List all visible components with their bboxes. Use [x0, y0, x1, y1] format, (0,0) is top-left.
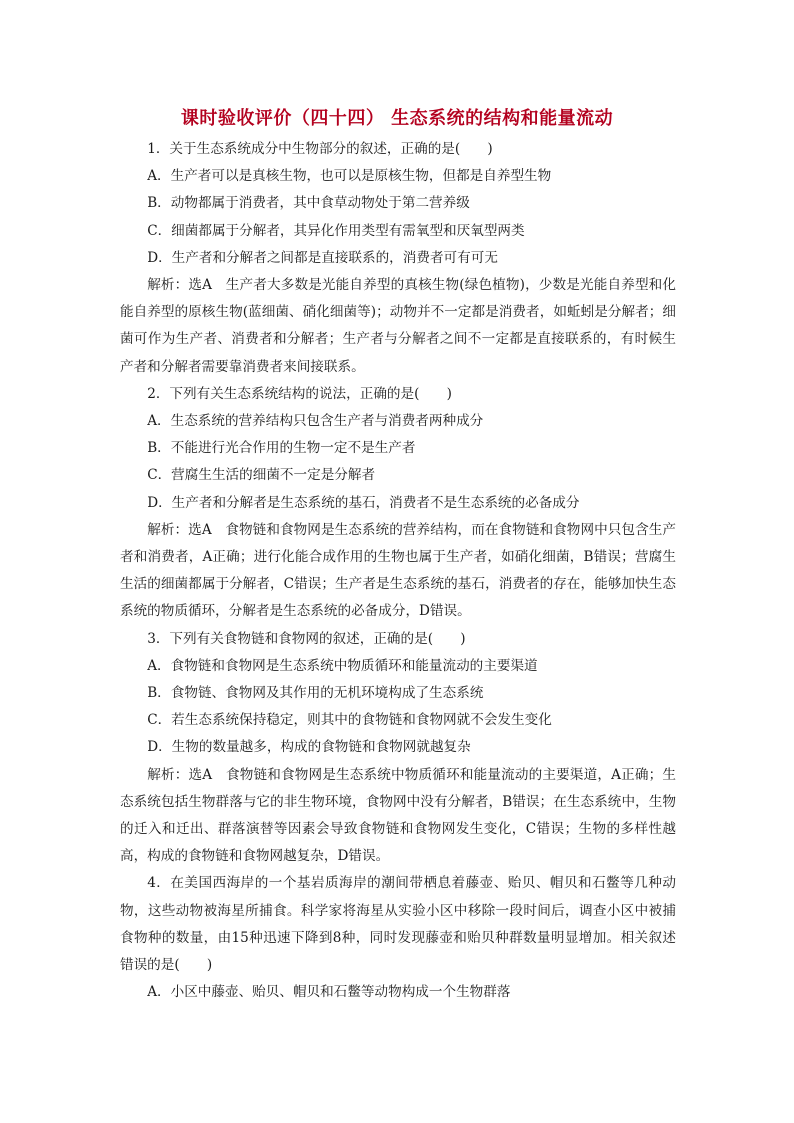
question-3-option-c: C．若生态系统保持稳定，则其中的食物链和食物网就不会发生变化: [147, 712, 552, 729]
page-title: 课时验收评价（四十四） 生态系统的结构和能量流动: [180, 108, 614, 129]
question-1-option-c: C．细菌都属于分解者，其异化作用类型有需氧型和厌氧型两类: [147, 222, 525, 239]
document-body: [120, 136, 676, 1007]
question-1-option-d: D．生产者和分解者之间都是直接联系的，消费者可有可无: [147, 249, 498, 266]
question-3-option-d: D．生物的数量越多，构成的食物链和食物网就越复杂: [147, 739, 471, 756]
question-3-option-a: A．食物链和食物网是生态系统中物质循环和能量流动的主要渠道: [147, 657, 538, 674]
question-2-option-a: A．生态系统的营养结构只包含生产者与消费者两种成分: [147, 413, 484, 430]
question-3-stem: 3．下列有关食物链和食物网的叙述，正确的是( ): [147, 630, 466, 647]
question-1-stem: 1．关于生态系统成分中生物部分的叙述，正确的是( ): [147, 141, 493, 157]
question-3-option-b: B．食物链、食物网及其作用的无机环境构成了生态系统: [147, 685, 484, 702]
question-4-option-a: A．小区中藤壶、贻贝、帽贝和石鳖等动物构成一个生物群落: [147, 984, 511, 1001]
question-2-stem: 2．下列有关生态系统结构的说法，正确的是( ): [147, 385, 452, 402]
question-1-option-b: B．动物都属于消费者，其中食草动物处于第二营养级: [147, 195, 470, 212]
question-2-option-b: B．不能进行光合作用的生物一定不是生产者: [147, 440, 416, 457]
question-1-option-a: A．生产者可以是真核生物，也可以是原核生物，但都是自养型生物: [147, 168, 552, 185]
question-2-option-d: D．生产者和分解者是生态系统的基石，消费者不是生态系统的必备成分: [147, 494, 580, 511]
question-1-analysis: 解析：选A 生产者大多数是光能自养型的真核生物(绿色植物)，少数是光能自养型和化能自养型的原核生物(蓝细菌、硝化细菌等)；动物并不一定都是消费者，如蚯蚓是分解者；细菌可作为生产者、消费者和分解者；生产者与分解者之间不一定都是直接联系的，有时候生产者和分解者需要靠消费者来间接联系。: [120, 277, 676, 375]
question-3-analysis: 解析：选A 食物链和食物网是生态系统中物质循环和能量流动的主要渠道，A正确；生态系统包括生物群落与它的非生物环境，食物网中没有分解者，B错误；在生态系统中，生物的迁入和迁出、群落演替等因素会导致食物链和食物网发生变化，C错误；生物的多样性越高，构成的食物链和食物网越复杂，D错误。: [120, 766, 676, 865]
question-2-option-c: C．营腐生生活的细菌不一定是分解者: [147, 467, 376, 484]
question-4-stem: 4．在美国西海岸的一个基岩质海岸的潮间带栖息着藤壶、贻贝、帽贝和石鳖等几种动物，这些动物被海星所捕食。科学家将海星从实验小区中移除一段时间后，调查小区中被捕食物种的数量，由15种迅速下降到8种，同时发现藤壶和贻贝种群数量明显增加。相关叙述错误的是( ): [120, 875, 676, 974]
question-2-analysis: 解析：选A 食物链和食物网是生态系统的营养结构，而在食物链和食物网中只包含生产者和消费者，A正确；进行化能合成作用的生物也属于生产者，如硝化细菌，B错误；营腐生生活的细菌都属于分解者，C错误；生产者是生态系统的基石，消费者的存在，能够加快生态系统的物质循环，分解者是生态系统的必备成分，D错误。: [120, 521, 676, 620]
